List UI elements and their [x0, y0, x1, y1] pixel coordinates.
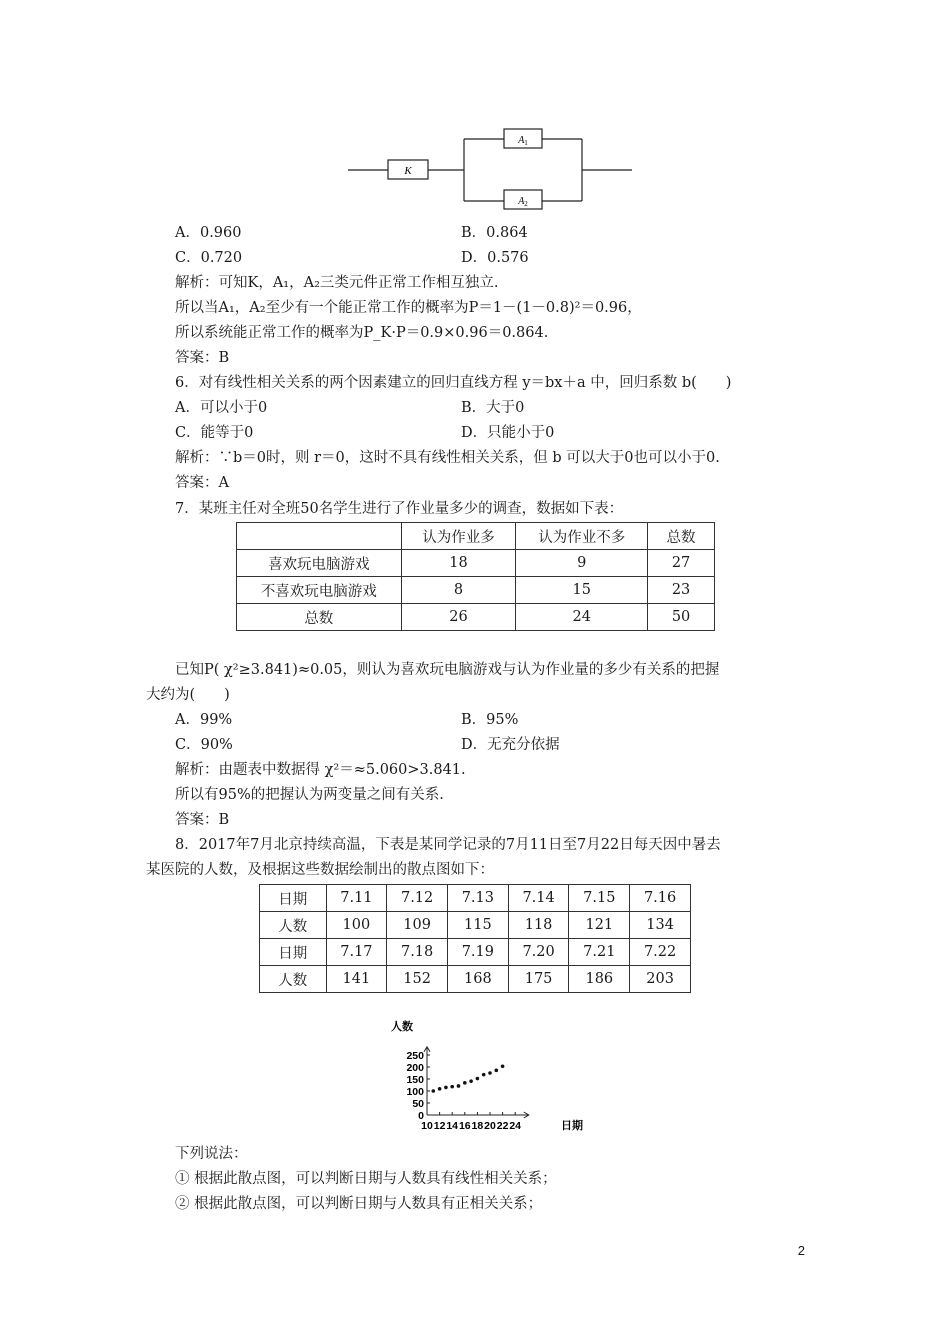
y-tick-label: 250 — [406, 1050, 424, 1062]
table-cell: 7.12 — [387, 885, 448, 912]
y-axis-label: 人数 — [391, 1020, 413, 1033]
q5-solution-line1: 解析：可知K，A₁，A₂三类元件正常工作相互独立. — [175, 275, 499, 291]
scatter-point — [469, 1079, 473, 1083]
q6-answer: 答案：A — [175, 475, 229, 491]
scatter-point — [432, 1089, 436, 1093]
q8-stem-line2: 某医院的人数，及根据这些数据绘制出的散点图如下： — [146, 862, 494, 878]
q6-option-a: A．可以小于0 — [175, 400, 268, 416]
table-cell: 不喜欢玩电脑游戏 — [237, 577, 402, 604]
table-cell: 8 — [401, 577, 516, 604]
q5-option-a: A．0.960 — [175, 225, 242, 241]
scatter-point — [476, 1077, 480, 1081]
y-tick-label: 200 — [406, 1062, 424, 1074]
q5-solution-line3: 所以系统能正常工作的概率为P_K·P＝0.9×0.96＝0.864. — [175, 325, 549, 341]
table-cell: 18 — [401, 550, 516, 577]
table-cell: 7.14 — [508, 885, 569, 912]
table-cell: 日期 — [260, 939, 327, 966]
x-tick-label: 22 — [496, 1120, 509, 1132]
table-cell: 27 — [648, 550, 715, 577]
q8-statements-intro: 下列说法： — [175, 1146, 248, 1162]
q5-answer: 答案：B — [175, 350, 230, 366]
q6-solution: 解析：∵b＝0时，则 r＝0，这时不具有线性相关关系，但 b 可以大于0也可以小于0. — [175, 450, 720, 466]
table-row — [237, 577, 715, 604]
table-cell: 203 — [630, 966, 691, 993]
q7-answer: 答案：B — [175, 812, 230, 828]
table-cell: 186 — [569, 966, 630, 993]
q7-option-b: B．95% — [461, 712, 519, 728]
table-row — [237, 550, 715, 577]
scatter-plot — [385, 1018, 600, 1136]
q7-stem: 7．某班主任对全班50名学生进行了作业量多少的调查，数据如下表： — [175, 501, 624, 517]
scatter-point — [482, 1073, 486, 1077]
table-cell: 134 — [630, 912, 691, 939]
q7-option-d: D．无充分依据 — [461, 737, 560, 753]
table-cell: 15 — [516, 577, 648, 604]
table-cell: 23 — [648, 577, 715, 604]
x-tick-label: 12 — [433, 1120, 446, 1132]
table-cell: 7.18 — [387, 939, 448, 966]
table-cell: 人数 — [260, 912, 327, 939]
q7-solution-line1: 解析：由题表中数据得 χ²＝≈5.060>3.841. — [175, 762, 466, 778]
table-cell: 7.22 — [630, 939, 691, 966]
table-cell: 118 — [508, 912, 569, 939]
table-cell: 26 — [401, 604, 516, 631]
table-cell: 喜欢玩电脑游戏 — [237, 550, 402, 577]
page-number: 2 — [797, 1243, 805, 1258]
table-row — [237, 523, 715, 550]
table-cell: 168 — [447, 966, 508, 993]
table-cell: 7.17 — [326, 939, 387, 966]
q8-stem-line1: 8．2017年7月北京持续高温，下表是某同学记录的7月11日至7月22日每天因中暑去 — [175, 837, 721, 853]
x-tick-label: 16 — [458, 1120, 471, 1132]
table-cell: 115 — [447, 912, 508, 939]
table-cell: 人数 — [260, 966, 327, 993]
table-cell: 121 — [569, 912, 630, 939]
y-tick-label: 100 — [406, 1086, 424, 1098]
q7-given-line1: 已知P( χ²≥3.841)≈0.05，则认为喜欢玩电脑游戏与认为作业量的多少有关系的把握 — [175, 662, 720, 678]
table-cell: 总数 — [648, 523, 715, 550]
q6-option-c: C．能等于0 — [175, 425, 254, 441]
table-cell: 7.15 — [569, 885, 630, 912]
q6-option-d: D．只能小于0 — [461, 425, 555, 441]
y-tick-label: 50 — [412, 1098, 424, 1110]
table-cell: 7.21 — [569, 939, 630, 966]
scatter-point — [495, 1069, 499, 1073]
q8-statement-1: ① 根据此散点图，可以判断日期与人数具有线性相关关系； — [175, 1171, 557, 1187]
q7-option-a: A．99% — [175, 712, 233, 728]
component-a2-label: $A_2$ — [518, 196, 528, 208]
table-cell: 152 — [387, 966, 448, 993]
table-cell: 认为作业多 — [401, 523, 516, 550]
table-cell: 总数 — [237, 604, 402, 631]
q5-option-d: D．0.576 — [461, 250, 529, 266]
table-cell: 50 — [648, 604, 715, 631]
q7-given-line2: 大约为( ) — [146, 687, 230, 703]
q6-stem: 6．对有线性相关关系的两个因素建立的回归直线方程 y＝bx＋a 中，回归系数 b( ) — [175, 375, 732, 391]
x-tick-label: 10 — [421, 1120, 433, 1132]
table-row — [260, 912, 691, 939]
scatter-point — [457, 1084, 461, 1088]
circuit-diagram — [345, 125, 640, 215]
x-tick-label: 18 — [471, 1120, 484, 1132]
q7-solution-line2: 所以有95%的把握认为两变量之间有关系. — [175, 787, 444, 803]
table-row — [237, 604, 715, 631]
y-tick-label: 0 — [418, 1110, 424, 1122]
x-tick-label: 14 — [446, 1120, 459, 1132]
table-cell: 175 — [508, 966, 569, 993]
table-cell: 日期 — [260, 885, 327, 912]
component-a1-label: $A_1$ — [518, 135, 528, 147]
scatter-point — [438, 1087, 442, 1091]
table-cell: 7.16 — [630, 885, 691, 912]
q7-option-c: C．90% — [175, 737, 233, 753]
table-row — [260, 939, 691, 966]
table-cell: 认为作业不多 — [516, 523, 648, 550]
table-cell: 9 — [516, 550, 648, 577]
table-row — [260, 885, 691, 912]
table-cell: 141 — [326, 966, 387, 993]
table-cell: 109 — [387, 912, 448, 939]
q7-table — [236, 522, 715, 631]
table-cell — [237, 523, 402, 550]
table-row — [260, 966, 691, 993]
y-tick-label: 150 — [406, 1074, 424, 1086]
table-cell: 7.19 — [447, 939, 508, 966]
scatter-point — [450, 1085, 454, 1089]
x-tick-label: 24 — [509, 1120, 522, 1132]
table-cell: 24 — [516, 604, 648, 631]
q6-option-b: B．大于0 — [461, 400, 525, 416]
x-tick-label: 20 — [484, 1120, 496, 1132]
table-cell: 100 — [326, 912, 387, 939]
switch-k-label: K — [404, 165, 412, 177]
scatter-point — [444, 1086, 448, 1090]
scatter-point — [463, 1081, 467, 1085]
q8-table — [259, 884, 691, 993]
q5-option-b: B．0.864 — [461, 225, 528, 241]
table-cell: 7.20 — [508, 939, 569, 966]
x-axis-label: 日期 — [561, 1119, 583, 1132]
table-cell: 7.13 — [447, 885, 508, 912]
scatter-point — [488, 1071, 492, 1075]
q5-option-c: C．0.720 — [175, 250, 243, 266]
table-cell: 7.11 — [326, 885, 387, 912]
scatter-point — [501, 1064, 505, 1068]
q5-solution-line2: 所以当A₁，A₂至少有一个能正常工作的概率为P＝1－(1－0.8)²＝0.96， — [175, 300, 642, 316]
q8-statement-2: ② 根据此散点图，可以判断日期与人数具有正相关关系； — [175, 1196, 543, 1212]
